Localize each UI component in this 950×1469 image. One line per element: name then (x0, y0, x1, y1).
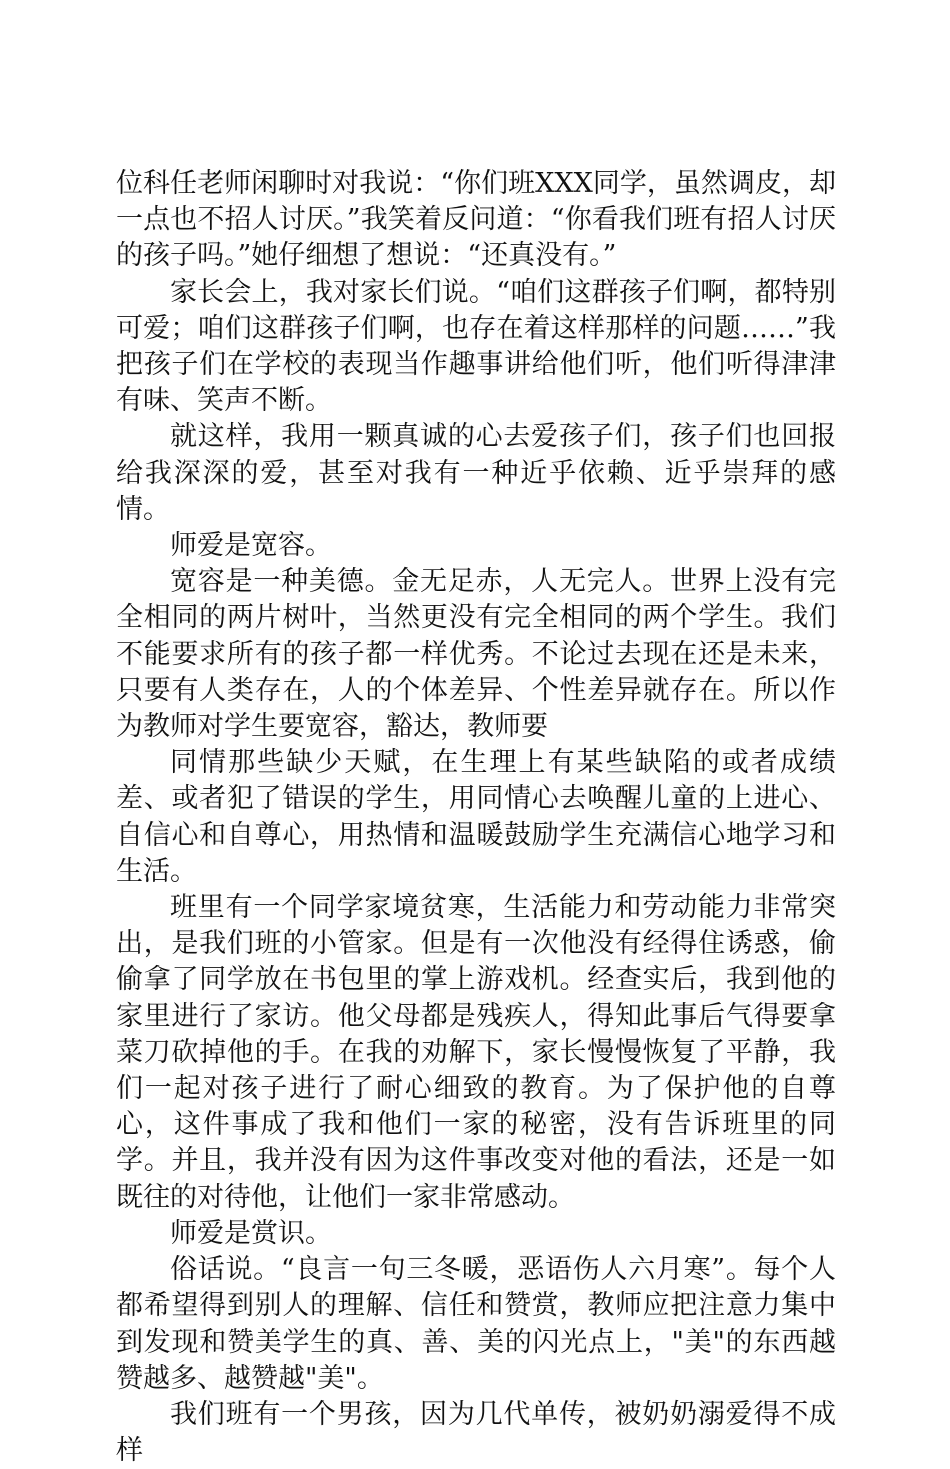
paragraph: 班里有一个同学家境贫寒，生活能力和劳动能力非常突出，是我们班的小管家。但是有一次他没有经得住诱惑，偷偷拿了同学放在书包里的掌上游戏机。经查实后，我到他的家里进行了家访。他父母都是残疾人，得知此事后气得要拿菜刀砍掉他的手。在我的劝解下，家长慢慢恢复了平静，我们一起对孩子进行了耐心细致的教育。为了保护他的自尊心，这件事成了我和他们一家的秘密，没有告诉班里的同学。并且，我并没有因为这件事改变对他的看法，还是一如既往的对待他，让他们一家非常感动。 (116, 892, 836, 1213)
paragraph: 俗话说。“良言一句三冬暖，恶语伤人六月寒”。每个人都希望得到别人的理解、信任和赞赏，教师应把注意力集中到发现和赞美学生的真、善、美的闪光点上，"美"的东西越赞越多、越赞越"美"。 (116, 1254, 836, 1394)
document-body (116, 166, 836, 1469)
section-heading: 师爱是赏识。 (170, 1217, 332, 1249)
paragraph: 同情那些缺少天赋，在生理上有某些缺陷的或者成绩差、或者犯了错误的学生，用同情心去唤醒儿童的上进心、自信心和自尊心，用热情和温暖鼓励学生充满信心地学习和生活。 (116, 747, 836, 887)
paragraph: 位科任老师闲聊时对我说：“你们班XXX同学，虽然调皮，却一点也不招人讨厌。”我笑着反问道：“你看我们班有招人讨厌的孩子吗。”她仔细想了想说：“还真没有。” (116, 168, 836, 272)
paragraph: 家长会上，我对家长们说。“咱们这群孩子们啊，都特别可爱；咱们这群孩子们啊，也存在着这样那样的问题……”我把孩子们在学校的表现当作趣事讲给他们听，他们听得津津有味、笑声不断。 (116, 276, 836, 417)
section-heading: 师爱是宽容。 (170, 530, 332, 562)
paragraph: 宽容是一种美德。金无足赤，人无完人。世界上没有完全相同的两片树叶，当然更没有完全相同的两个学生。我们不能要求所有的孩子都一样优秀。不论过去现在还是未来，只要有人类存在，人的个体差异、个性差异就存在。所以作为教师对学生要宽容，豁达，教师要 (116, 566, 836, 743)
paragraph: 我们班有一个男孩，因为几代单传，被奶奶溺爱得不成样 (116, 1398, 836, 1467)
paragraph: 就这样，我用一颗真诚的心去爱孩子们，孩子们也回报给我深深的爱，甚至对我有一种近乎依赖、近乎崇拜的感情。 (116, 421, 836, 525)
